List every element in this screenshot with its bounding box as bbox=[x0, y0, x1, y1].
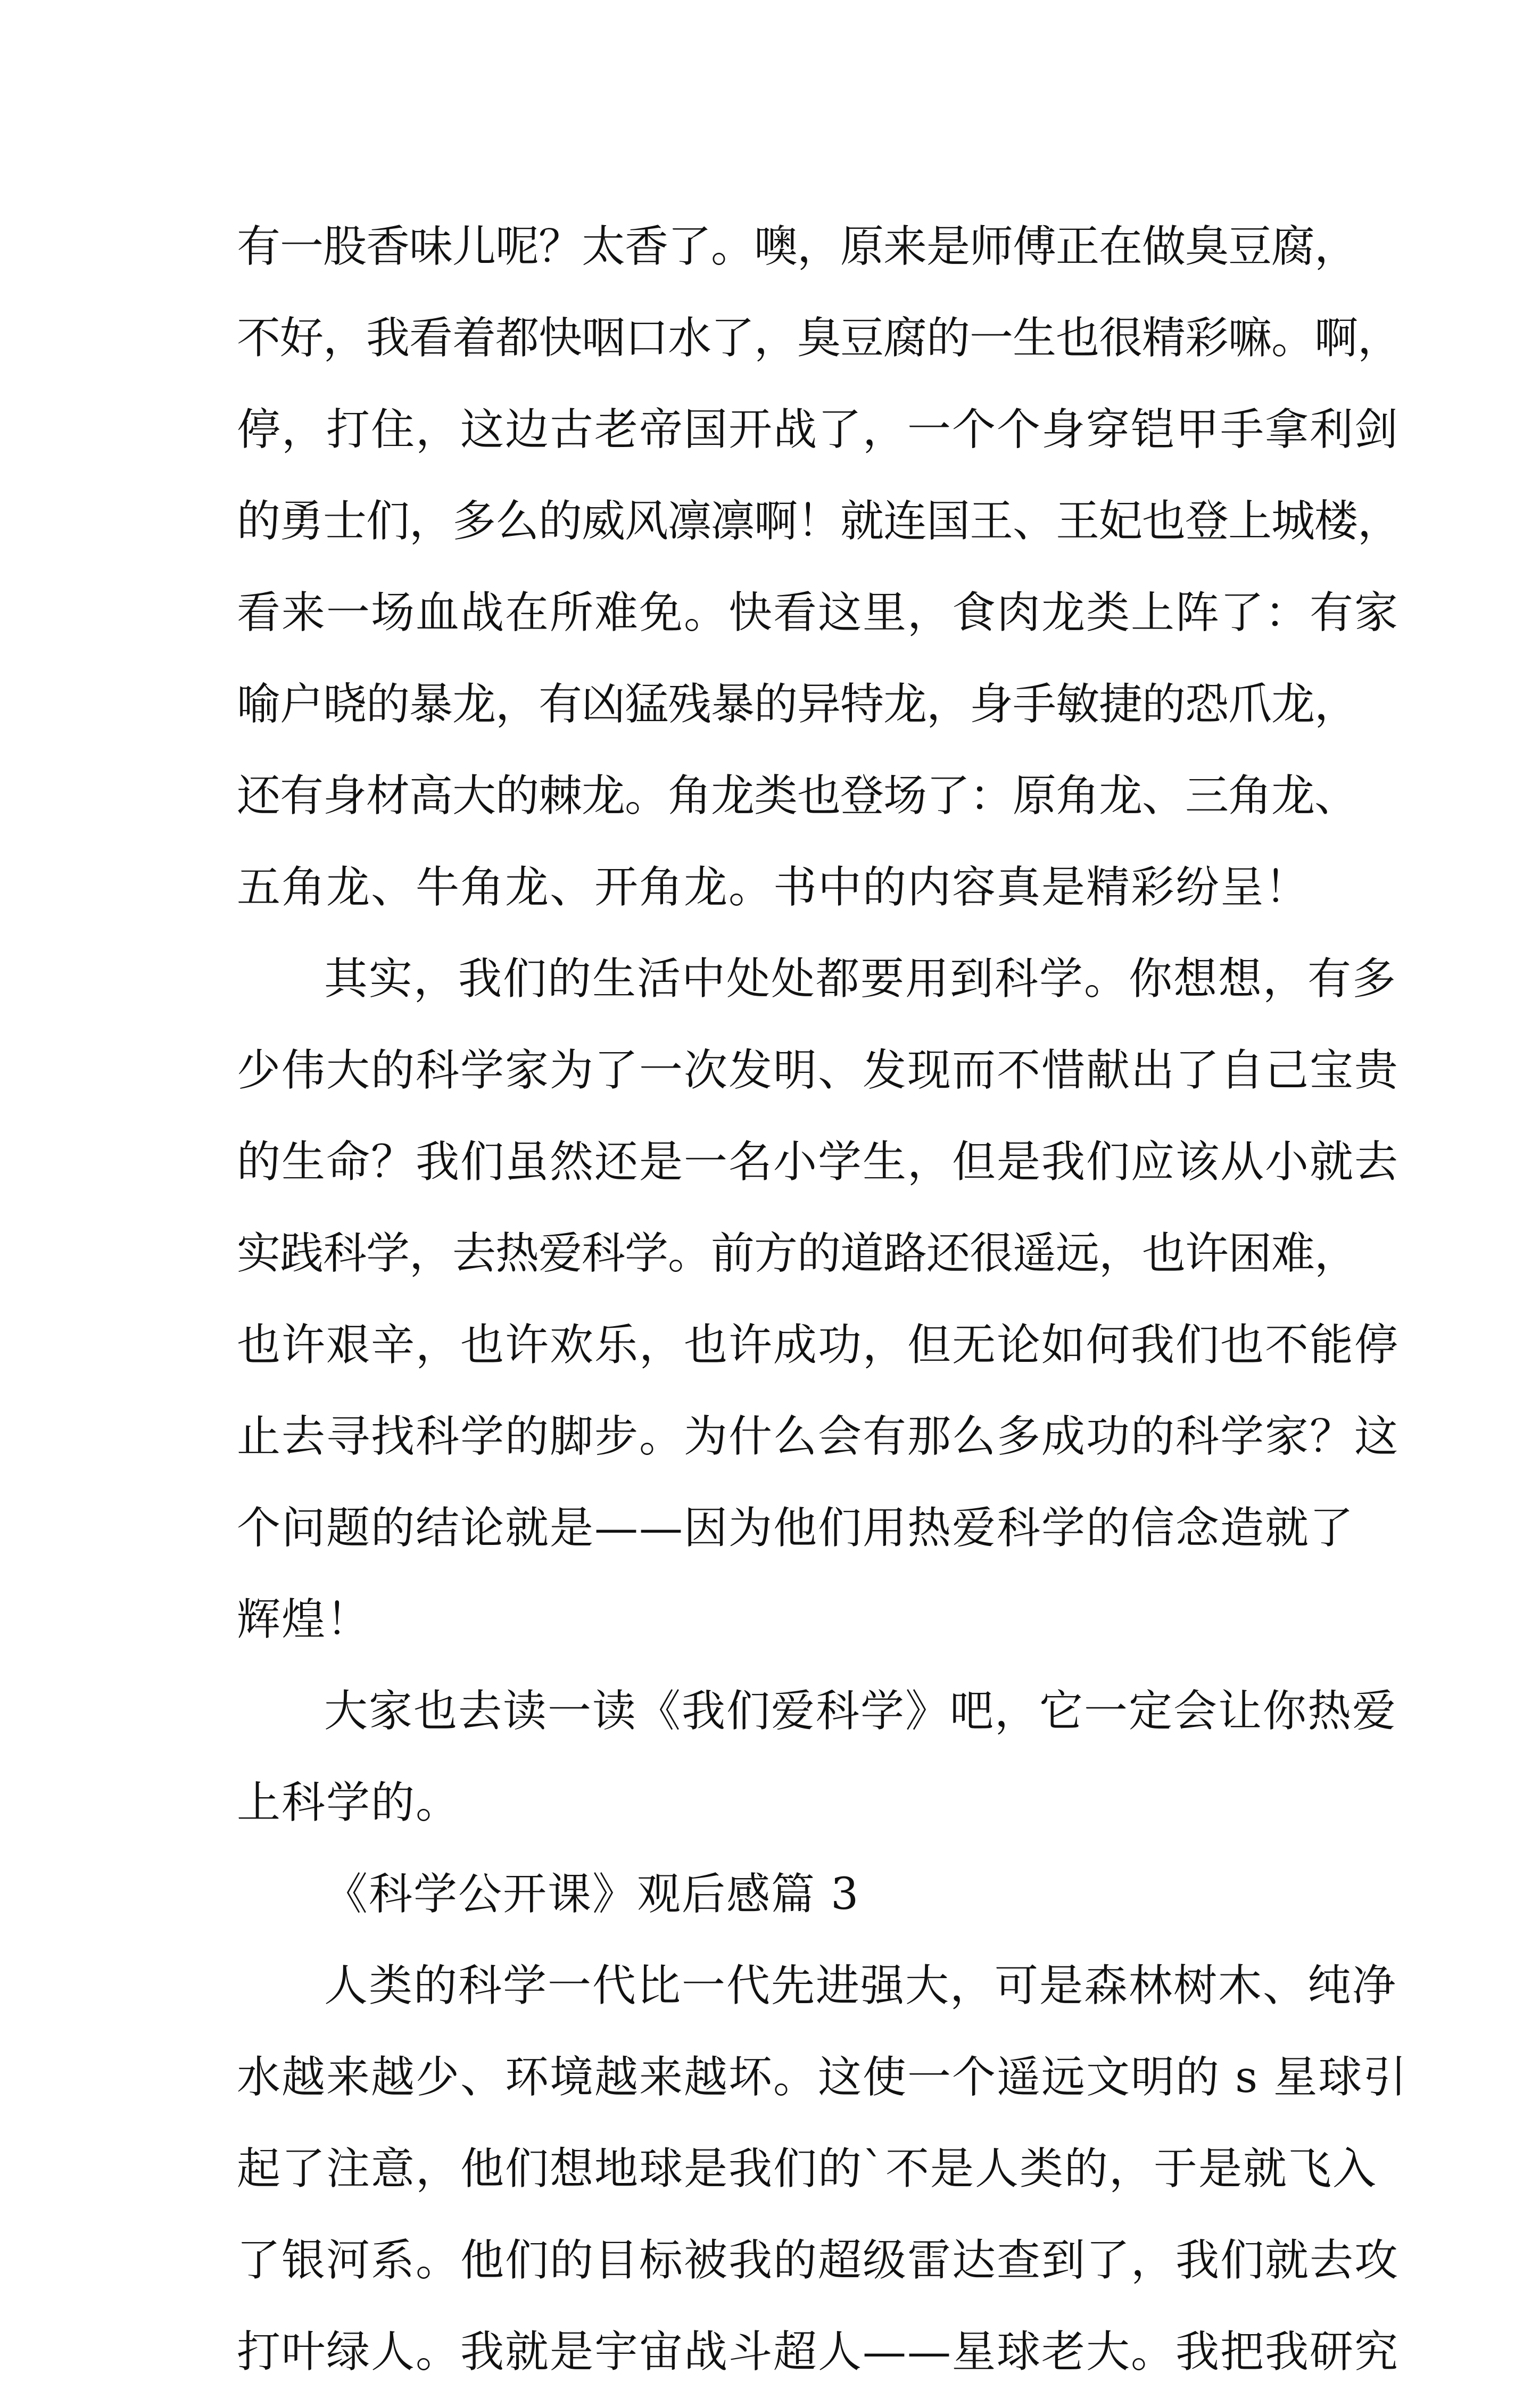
text-line: 大家也去读一读《我们爱科学》吧，它一定会让你热爱 bbox=[324, 1686, 1397, 1737]
text-line: 还有身材高大的棘龙。角龙类也登场了：原角龙、三角龙、 bbox=[237, 771, 1358, 821]
paragraph-3 bbox=[237, 1666, 1397, 1849]
text-line: 起了注意，他们想地球是我们的`不是人类的，于是就飞入 bbox=[237, 2144, 1378, 2194]
text-line: 有一股香味儿呢？太香了。噢，原来是师傅正在做臭豆腐， bbox=[237, 221, 1358, 272]
text-line: 五角龙、牛角龙、开角龙。书中的内容真是精彩纷呈！ bbox=[237, 862, 1310, 913]
section-heading: 《科学公开课》观后感篇 3 bbox=[324, 1869, 860, 1920]
text-line: 少伟大的科学家为了一次发明、发现而不惜献出了自己宝贵 bbox=[237, 1045, 1400, 1096]
text-line: 其实，我们的生活中处处都要用到科学。你想想，有多 bbox=[324, 954, 1397, 1004]
text-line: 水越来越少、环境越来越坏。这使一个遥远文明的 s 星球引 bbox=[237, 2052, 1408, 2103]
text-line: 的生命？我们虽然还是一名小学生，但是我们应该从小就去 bbox=[237, 1137, 1400, 1187]
paragraph-2 bbox=[237, 933, 1400, 1666]
text-line: 了银河系。他们的目标被我的超级雷达查到了，我们就去攻 bbox=[237, 2235, 1400, 2286]
text-line: 打叶绿人。我就是宇宙战斗超人——星球老大。我把我研究 bbox=[237, 2327, 1400, 2377]
text-line: 看来一场血战在所难免。快看这里，食肉龙类上阵了：有家 bbox=[237, 588, 1400, 638]
text-line: 停，打住，这边古老帝国开战了，一个个身穿铠甲手拿利剑 bbox=[237, 404, 1400, 455]
paragraph-1 bbox=[237, 201, 1401, 933]
paragraph-4 bbox=[237, 1940, 1408, 2398]
text-line: 上科学的。 bbox=[237, 1777, 461, 1828]
body-text bbox=[237, 201, 1408, 2398]
text-line: 个问题的结论就是——因为他们用热爱科学的信念造就了 bbox=[237, 1503, 1355, 1553]
text-line: 的勇士们，多么的威风凛凛啊！就连国王、王妃也登上城楼， bbox=[237, 496, 1401, 547]
text-line: 止去寻找科学的脚步。为什么会有那么多成功的科学家？这 bbox=[237, 1411, 1400, 1462]
text-line: 不好，我看着都快咽口水了，臭豆腐的一生也很精彩嘛。啊， bbox=[237, 313, 1401, 363]
text-line: 实践科学，去热爱科学。前方的道路还很遥远，也许困难， bbox=[237, 1228, 1358, 1279]
text-line: 人类的科学一代比一代先进强大，可是森林树木、纯净 bbox=[324, 1961, 1397, 2011]
text-line: 辉煌！ bbox=[237, 1594, 371, 1645]
text-line: 喻户晓的暴龙，有凶猛残暴的异特龙，身手敏捷的恐爪龙， bbox=[237, 679, 1358, 730]
text-line: 也许艰辛，也许欢乐，也许成功，但无论如何我们也不能停 bbox=[237, 1320, 1400, 1370]
